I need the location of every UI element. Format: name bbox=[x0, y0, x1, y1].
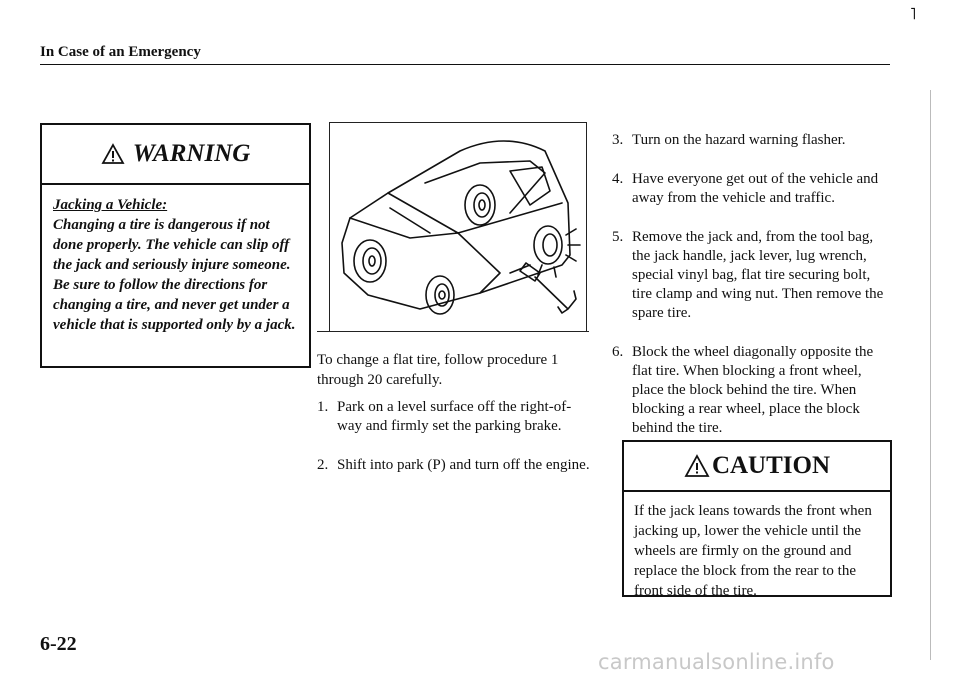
caution-body: If the jack leans towards the front when jacking up, lower the vehicle until the wheels are firmly on the ground and replace the block from the rear to the front side of the tire. bbox=[634, 503, 872, 599]
warning-header bbox=[42, 125, 309, 185]
warning-paragraph-2: Be sure to follow the directions for changing a tire, and never get under a vehicle that is supported only by a jack. bbox=[53, 277, 296, 333]
warning-box bbox=[40, 123, 311, 368]
header-rule bbox=[40, 64, 890, 65]
caution-header bbox=[624, 442, 890, 492]
step-number: 2. bbox=[317, 457, 329, 473]
corner-mark: ˥ bbox=[910, 6, 917, 23]
step-text: Have everyone get out of the vehicle and away from the vehicle and traffic. bbox=[632, 171, 879, 206]
car-jack-illustration bbox=[330, 123, 586, 331]
warning-body bbox=[42, 185, 309, 335]
warning-triangle-icon bbox=[101, 143, 125, 165]
step-2 bbox=[317, 456, 592, 475]
warning-subhead: Jacking a Vehicle: bbox=[53, 197, 168, 213]
step-number: 5. bbox=[612, 229, 624, 245]
step-6 bbox=[612, 343, 892, 438]
step-text: Turn on the hazard warning flasher. bbox=[632, 132, 846, 148]
step-number: 6. bbox=[612, 344, 624, 360]
step-number: 4. bbox=[612, 171, 624, 187]
warning-title: WARNING bbox=[132, 140, 251, 167]
step-text: Block the wheel diagonally opposite the flat tire. When blocking a front wheel, place the block behind the tire. When blocking a rear wheel, place the block behind the tire. bbox=[632, 344, 874, 436]
caution-triangle-icon bbox=[684, 454, 710, 478]
caution-box bbox=[622, 440, 892, 597]
right-edge-line bbox=[930, 90, 931, 660]
step-3 bbox=[612, 131, 892, 150]
steps-right-column bbox=[612, 131, 892, 458]
step-text: Shift into park (P) and turn off the engine. bbox=[337, 457, 590, 473]
steps-middle-column bbox=[317, 398, 592, 495]
step-number: 3. bbox=[612, 132, 624, 148]
step-5 bbox=[612, 228, 892, 323]
step-text: Remove the jack and, from the tool bag, the jack handle, jack lever, lug wrench, special vinyl bag, flat tire securing bolt, tire clamp and wing nut. Then remove the spare tire. bbox=[632, 229, 884, 321]
warning-paragraph-1: Changing a tire is dangerous if not done properly. The vehicle can slip off the jack and seriously injure someone. bbox=[53, 217, 291, 273]
page-number: 6-22 bbox=[40, 633, 77, 655]
intro-text: To change a flat tire, follow procedure 1 through 20 carefully. bbox=[317, 352, 559, 388]
step-1 bbox=[317, 398, 592, 436]
illustration-underline bbox=[317, 331, 589, 332]
jacking-illustration bbox=[329, 122, 587, 332]
step-number: 1. bbox=[317, 399, 329, 415]
step-4 bbox=[612, 170, 892, 208]
watermark: carmanualsonline.info bbox=[598, 650, 835, 674]
section-title: In Case of an Emergency bbox=[40, 44, 201, 60]
step-text: Park on a level surface off the right-of-way and firmly set the parking brake. bbox=[337, 399, 572, 434]
caution-title: CAUTION bbox=[711, 452, 831, 479]
